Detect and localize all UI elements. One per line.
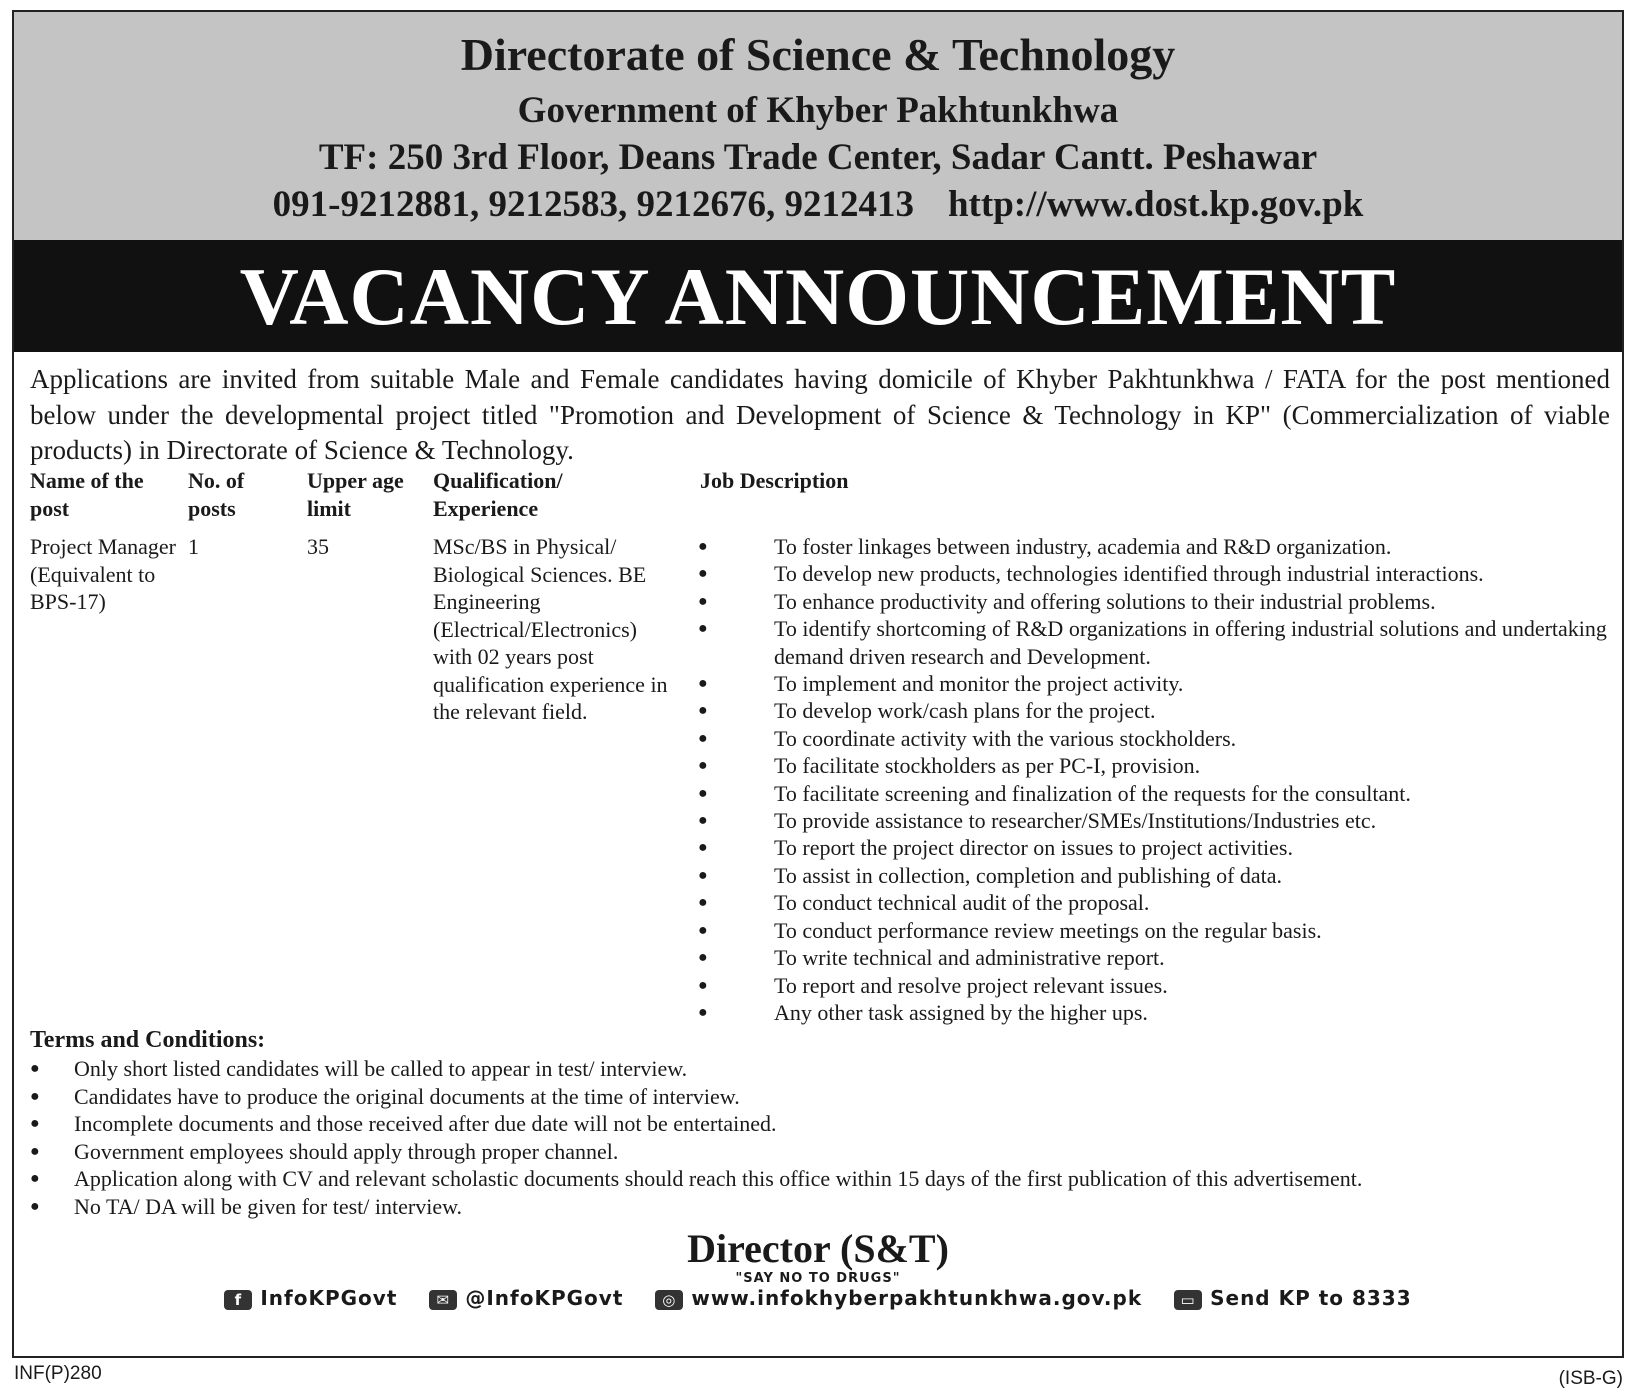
twitter-icon: ✉ [429, 1290, 457, 1310]
header-job-description: Job Description [700, 468, 849, 493]
sms-text: Send KP to 8333 [1210, 1286, 1412, 1310]
list-item: ● To facilitate stockholders as per PC-I, provision. [698, 752, 1628, 779]
social-footer [14, 1286, 1622, 1310]
list-item: ● To report the project director on issues to project activities. [698, 834, 1628, 861]
job-description-list [698, 533, 1628, 1026]
cell-no-of-posts: 1 [188, 534, 199, 559]
list-item: ● Candidates have to produce the original documents at the time of interview. [30, 1083, 1610, 1111]
list-item: ● Government employees should apply through proper channel. [30, 1138, 1610, 1166]
header-post-name: Name of the post [30, 468, 144, 521]
region-code: (ISB-G) [1558, 1368, 1623, 1389]
contact-line [14, 183, 1622, 226]
phone-numbers: 091-9212881, 9212583, 9212676, 9212413 [272, 184, 914, 225]
sms-icon: ▭ [1174, 1290, 1202, 1310]
org-name: Directorate of Science & Technology [460, 29, 1176, 80]
website-link[interactable]: http://www.dost.kp.gov.pk [947, 184, 1364, 225]
web-link[interactable] [655, 1286, 1142, 1310]
header-age-limit: Upper age limit [307, 468, 404, 521]
list-item: ● To foster linkages between industry, academia and R&D organization. [698, 533, 1628, 560]
terms-title: Terms and Conditions: [30, 1027, 266, 1053]
slogan: "SAY NO TO DRUGS" [735, 1271, 901, 1286]
list-item: ● To identify shortcoming of R&D organizations in offering industrial solutions and undertaking demand driven research and Development. [698, 615, 1628, 670]
terms-list [30, 1055, 1610, 1221]
list-item: ● No TA/ DA will be given for test/ interview. [30, 1193, 1610, 1221]
list-item: ● To report and resolve project relevant issues. [698, 972, 1628, 999]
reference-code: INF(P)280 [14, 1363, 102, 1384]
web-icon: ◎ [655, 1290, 683, 1310]
header-qualification: Qualification/ Experience [433, 468, 563, 521]
government-name: Government of Khyber Pakhtunkhwa [517, 90, 1119, 131]
sms-link[interactable] [1174, 1286, 1412, 1310]
list-item: ● To develop work/cash plans for the project. [698, 697, 1628, 724]
header-block [14, 12, 1622, 240]
list-item: ● To enhance productivity and offering solutions to their industrial problems. [698, 588, 1628, 615]
web-address: www.infokhyberpakhtunkhwa.gov.pk [691, 1286, 1143, 1310]
list-item: ● To implement and monitor the project activity. [698, 670, 1628, 697]
cell-qualification: MSc/BS in Physical/ Biological Sciences. BE Engineering (Electrical/Electronics) with 02 years post qualification experience in the relevant field. [433, 534, 668, 724]
signature-title: Director (S&T) [687, 1226, 949, 1271]
list-item: ● Only short listed candidates will be called to appear in test/ interview. [30, 1055, 1610, 1083]
twitter-handle: @InfoKPGovt [465, 1286, 624, 1310]
cell-post-name: Project Manager (Equivalent to BPS-17) [30, 534, 176, 614]
list-item: ● Incomplete documents and those received after due date will not be entertained. [30, 1110, 1610, 1138]
list-item: ● To assist in collection, completion and publishing of data. [698, 862, 1628, 889]
facebook-link[interactable] [224, 1286, 397, 1310]
list-item: ● To conduct technical audit of the proposal. [698, 889, 1628, 916]
cell-age-limit: 35 [307, 534, 329, 559]
list-item: ● To conduct performance review meetings on the regular basis. [698, 917, 1628, 944]
list-item: ● To facilitate screening and finalization of the requests for the consultant. [698, 780, 1628, 807]
list-item: ● To provide assistance to researcher/SMEs/Institutions/Industries etc. [698, 807, 1628, 834]
list-item: ● Any other task assigned by the higher ups. [698, 999, 1628, 1026]
advertisement-frame [12, 10, 1624, 1358]
list-item: ● Application along with CV and relevant scholastic documents should reach this office within 15 days of the first publication of this advertisement. [30, 1165, 1610, 1193]
address: TF: 250 3rd Floor, Deans Trade Center, Sadar Cantt. Peshawar [318, 137, 1318, 178]
vacancy-banner [14, 240, 1622, 352]
facebook-icon: f [224, 1290, 252, 1310]
header-no-of-posts: No. of posts [188, 468, 245, 521]
banner-title: VACANCY ANNOUNCEMENT [239, 251, 1397, 342]
intro-paragraph: Applications are invited from suitable Male and Female candidates having domicile of Khyber Pakhtunkhwa / FATA for the post mentioned below under the developmental project titled "Promotion and Development of Science & Technology in KP" (Commercialization of viable products) in Directorate of Science & Technology. [30, 364, 1610, 465]
list-item: ● To coordinate activity with the various stockholders. [698, 725, 1628, 752]
list-item: ● To write technical and administrative report. [698, 944, 1628, 971]
twitter-link[interactable] [429, 1286, 623, 1310]
list-item: ● To develop new products, technologies identified through industrial interactions. [698, 560, 1628, 587]
facebook-handle: InfoKPGovt [260, 1286, 398, 1310]
